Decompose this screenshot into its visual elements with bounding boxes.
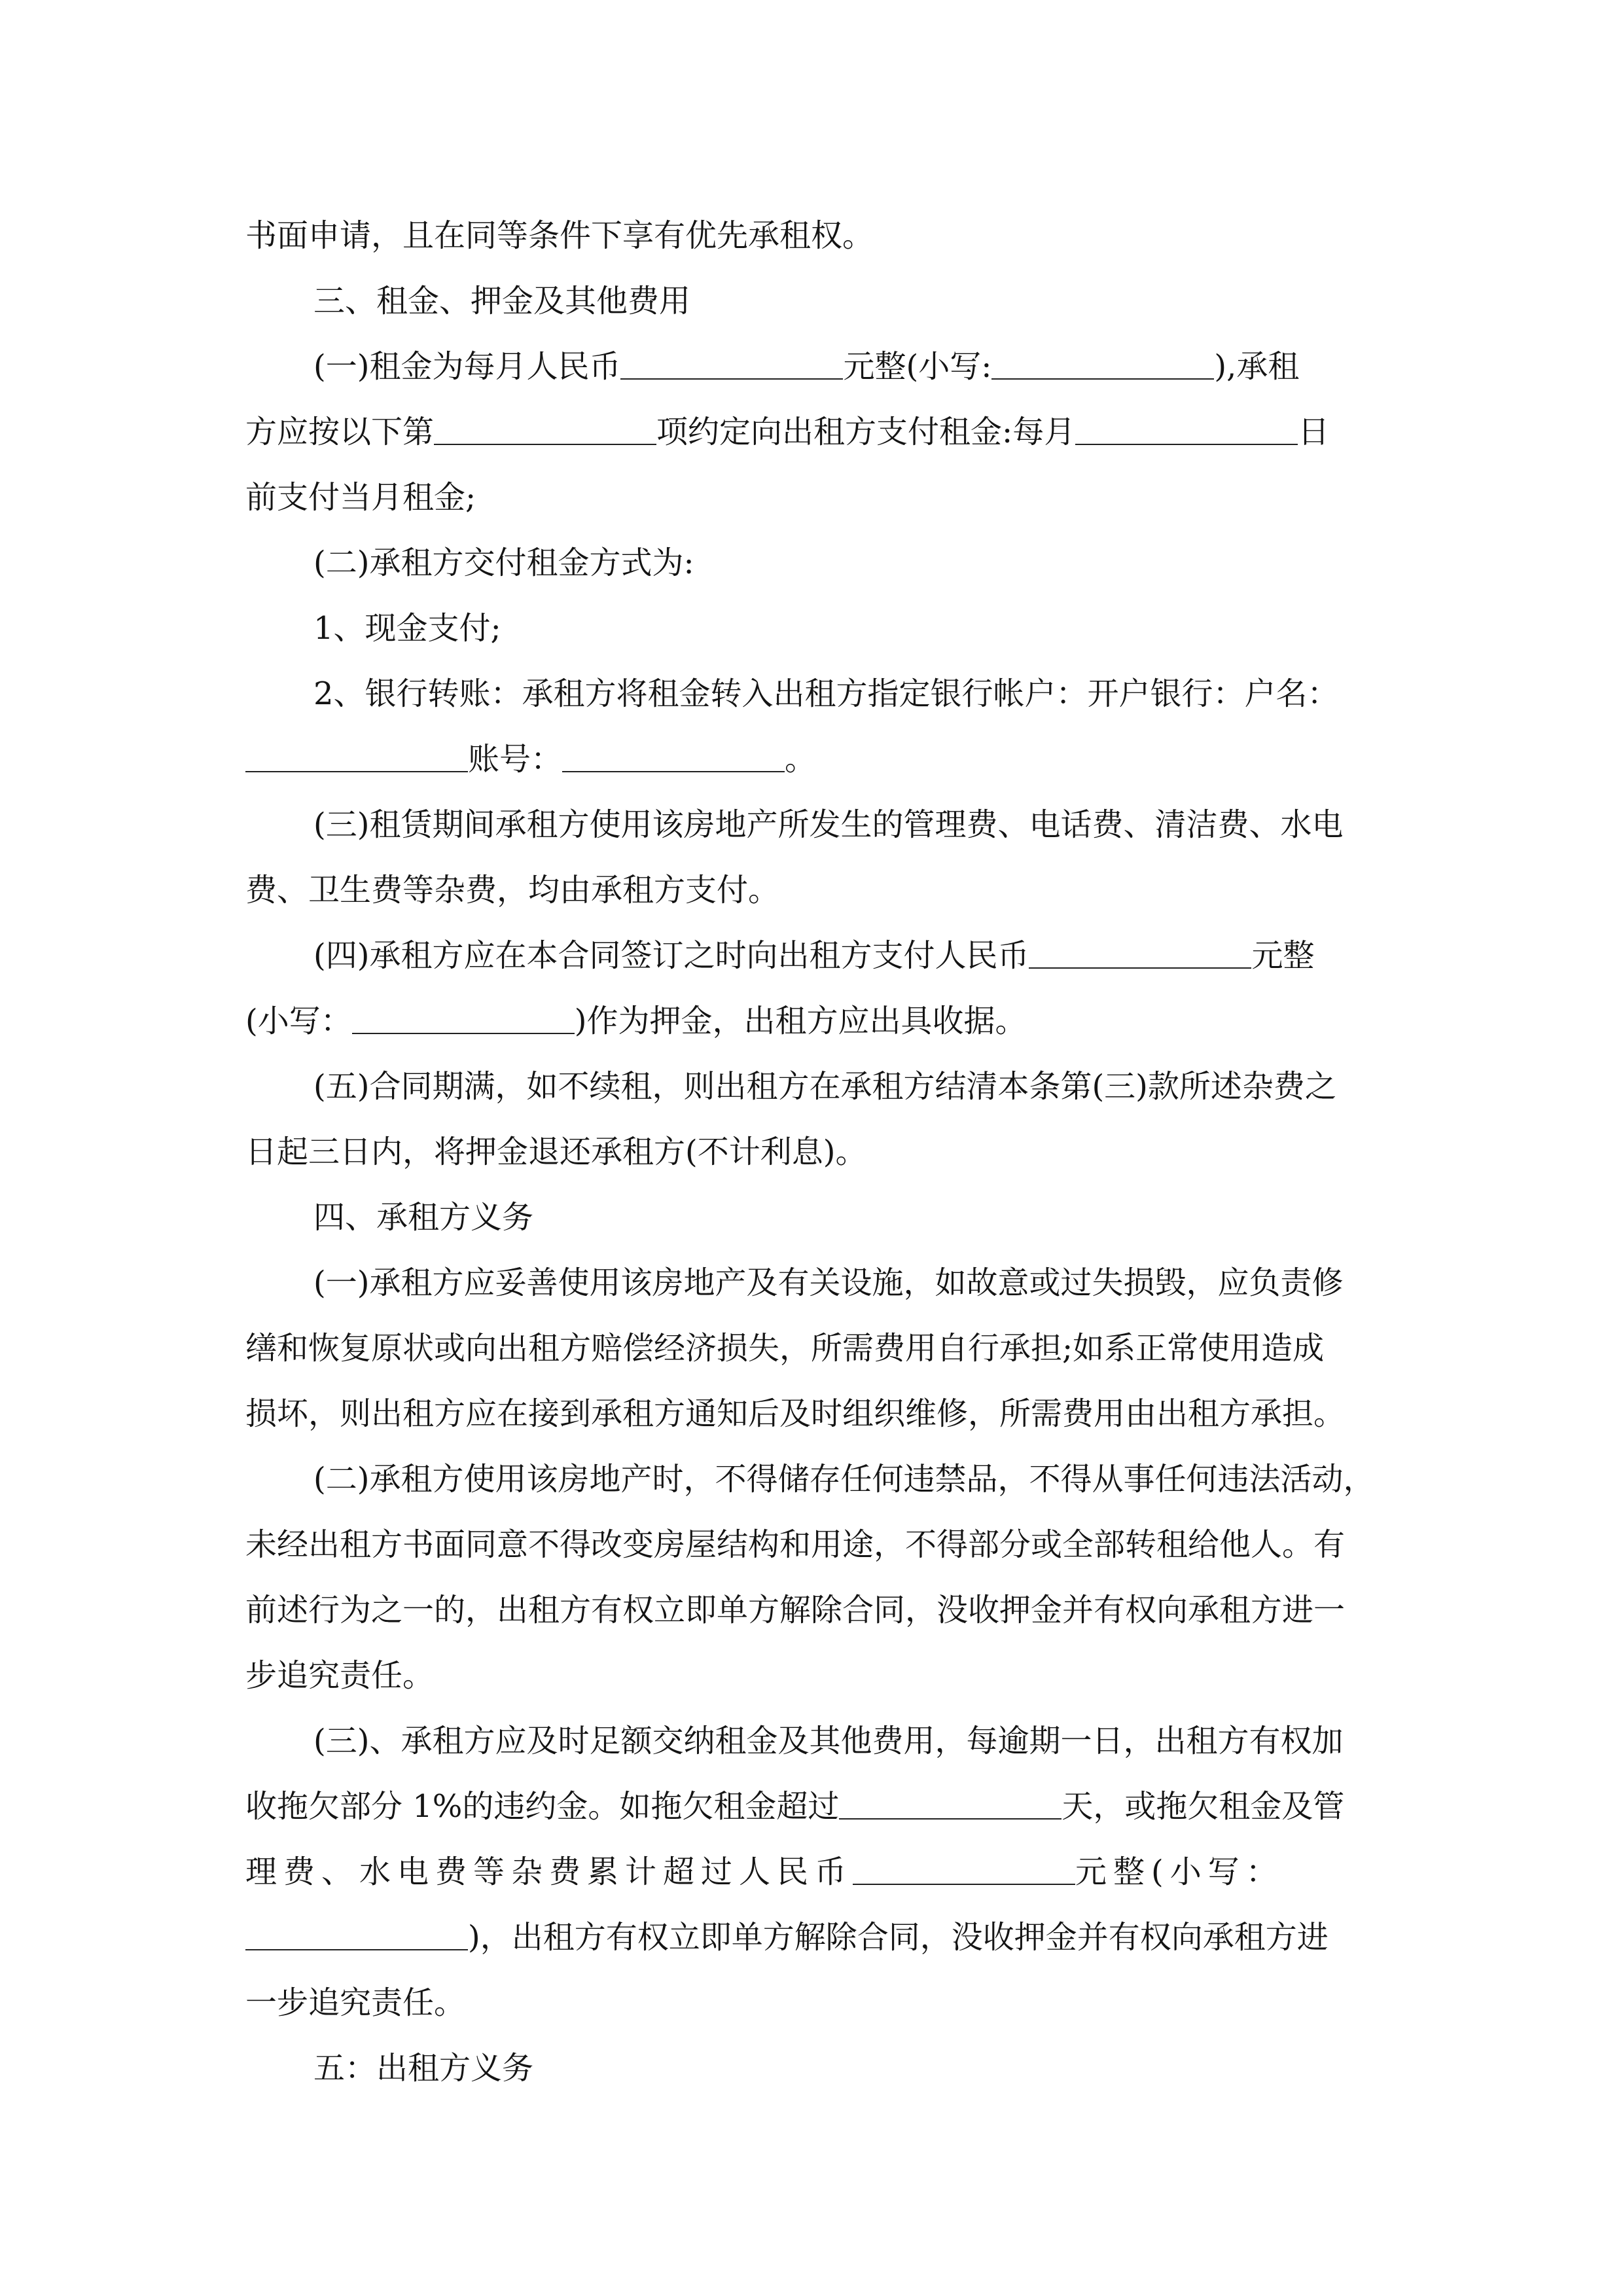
payment-option-blank[interactable] bbox=[434, 414, 656, 445]
tenant-duty-2-line-3 bbox=[245, 1577, 1387, 1643]
text-span: 1、现金支付; bbox=[313, 610, 501, 647]
text-span: )作为押金，出租方应出具收据。 bbox=[574, 1003, 1027, 1039]
heading-text: 三、租金、押金及其他费用 bbox=[313, 283, 691, 319]
deposit-clause-line-1 bbox=[245, 923, 1387, 988]
deposit-clause-line-2 bbox=[245, 988, 1387, 1054]
heading-text: 四、承租方义务 bbox=[313, 1199, 534, 1236]
fees-clause-line-1 bbox=[245, 792, 1387, 857]
text-span: 方应按以下第 bbox=[245, 414, 435, 450]
section-heading-5 bbox=[245, 2036, 1387, 2101]
heading-text: 五：出租方义务 bbox=[313, 2050, 534, 2087]
rent-clause-line-3 bbox=[245, 465, 1387, 530]
payment-method-cash bbox=[245, 596, 1387, 661]
tenant-duty-2-line-2 bbox=[245, 1512, 1387, 1577]
text-span: 日起三日内，将押金退还承租方(不计利息)。 bbox=[245, 1134, 867, 1170]
rent-clause-line-2 bbox=[245, 399, 1387, 465]
tenant-duty-1-line-3 bbox=[245, 1381, 1387, 1446]
rent-amount-blank[interactable] bbox=[620, 348, 843, 380]
text-span: (二)承租方使用该房地产时，不得储存任何违禁品，不得从事任何违法活动， bbox=[313, 1461, 1375, 1498]
text-span: 缮和恢复原状或向出租方赔偿经济损失，所需费用自行承担;如系正常使用造成 bbox=[245, 1330, 1325, 1367]
bank-account-line bbox=[245, 726, 1387, 792]
text-span: 元整(小写： bbox=[1075, 1854, 1284, 1890]
text-span: 天，或拖欠租金及管 bbox=[1061, 1788, 1345, 1825]
text-span: 未经出租方书面同意不得改变房屋结构和用途，不得部分或全部转租给他人。有 bbox=[245, 1526, 1346, 1563]
text-span: 步追究责任。 bbox=[245, 1657, 435, 1694]
section-heading-4 bbox=[245, 1185, 1387, 1250]
paragraph-line bbox=[245, 203, 1387, 268]
fees-clause-line-2 bbox=[245, 857, 1387, 923]
text-span: 账号： bbox=[468, 741, 563, 778]
overdue-fees-numeric-blank[interactable] bbox=[245, 1919, 468, 1950]
text-span: 。 bbox=[785, 741, 817, 778]
text-span: 元整(小写: bbox=[843, 348, 992, 385]
contract-body bbox=[245, 203, 1387, 2101]
text-span: 日 bbox=[1298, 414, 1330, 450]
payment-method-heading bbox=[245, 530, 1387, 596]
text-span: 2、银行转账：承租方将租金转入出租方指定银行帐户：开户银行：户名： bbox=[313, 675, 1339, 712]
account-number-blank[interactable] bbox=[562, 741, 785, 772]
rent-clause-line-1 bbox=[245, 334, 1387, 399]
overdue-fees-amount-blank[interactable] bbox=[853, 1854, 1075, 1885]
text-span: 前支付当月租金; bbox=[245, 479, 476, 516]
deposit-amount-blank[interactable] bbox=[1029, 937, 1251, 969]
refund-clause-line-1 bbox=[245, 1054, 1387, 1119]
payment-day-blank[interactable] bbox=[1075, 414, 1298, 445]
text-span: (三)、承租方应及时足额交纳租金及其他费用，每逾期一日，出租方有权加 bbox=[313, 1723, 1344, 1759]
text-span: )，出租方有权立即单方解除合同，没收押金并有权向承租方进 bbox=[468, 1919, 1329, 1956]
text-span: 收拖欠部分 1%的违约金。如拖欠租金超过 bbox=[245, 1788, 840, 1825]
text-span: 费、卫生费等杂费，均由承租方支付。 bbox=[245, 872, 780, 908]
text-span: 元整 bbox=[1251, 937, 1315, 974]
text-span: 前述行为之一的，出租方有权立即单方解除合同，没收押金并有权向承租方进一 bbox=[245, 1592, 1346, 1628]
tenant-duty-3-line-5 bbox=[245, 1970, 1387, 2036]
tenant-duty-3-line-1 bbox=[245, 1708, 1387, 1774]
text-span: 一步追究责任。 bbox=[245, 1984, 466, 2021]
text-span: (五)合同期满，如不续租，则出租方在承租方结清本条第(三)款所述杂费之 bbox=[313, 1068, 1336, 1105]
tenant-duty-1-line-2 bbox=[245, 1316, 1387, 1381]
text-span: (三)租赁期间承租方使用该房地产所发生的管理费、电话费、清洁费、水电 bbox=[313, 806, 1344, 843]
text-span: 书面申请，且在同等条件下享有优先承租权。 bbox=[245, 217, 874, 254]
text-span: (二)承租方交付租金方式为: bbox=[313, 545, 694, 581]
text-span: (一)承租方应妥善使用该房地产及有关设施，如故意或过失损毁，应负责修 bbox=[313, 1265, 1344, 1301]
text-span: ),承租 bbox=[1214, 348, 1300, 385]
account-name-blank[interactable] bbox=[245, 741, 468, 772]
tenant-duty-2-line-1 bbox=[245, 1446, 1387, 1512]
tenant-duty-3-line-4 bbox=[245, 1905, 1387, 1970]
refund-clause-line-2 bbox=[245, 1119, 1387, 1185]
tenant-duty-3-line-3 bbox=[245, 1839, 1387, 1905]
text-span: (小写： bbox=[245, 1003, 352, 1039]
text-span: 损坏，则出租方应在接到承租方通知后及时组织维修，所需费用由出租方承担。 bbox=[245, 1395, 1346, 1432]
tenant-duty-3-line-2 bbox=[245, 1774, 1387, 1839]
section-heading-3 bbox=[245, 268, 1387, 334]
text-span: (四)承租方应在本合同签订之时向出租方支付人民币 bbox=[313, 937, 1029, 974]
text-span: 理费、水电费等杂费累计超过人民币 bbox=[245, 1854, 853, 1890]
text-span: (一)租金为每月人民币 bbox=[313, 348, 621, 385]
overdue-days-blank[interactable] bbox=[839, 1788, 1061, 1820]
tenant-duty-1-line-1 bbox=[245, 1250, 1387, 1316]
rent-amount-numeric-blank[interactable] bbox=[991, 348, 1214, 380]
deposit-numeric-blank[interactable] bbox=[352, 1003, 575, 1034]
text-span: 项约定向出租方支付租金:每月 bbox=[656, 414, 1076, 450]
tenant-duty-2-line-4 bbox=[245, 1643, 1387, 1708]
payment-method-bank bbox=[245, 661, 1387, 726]
